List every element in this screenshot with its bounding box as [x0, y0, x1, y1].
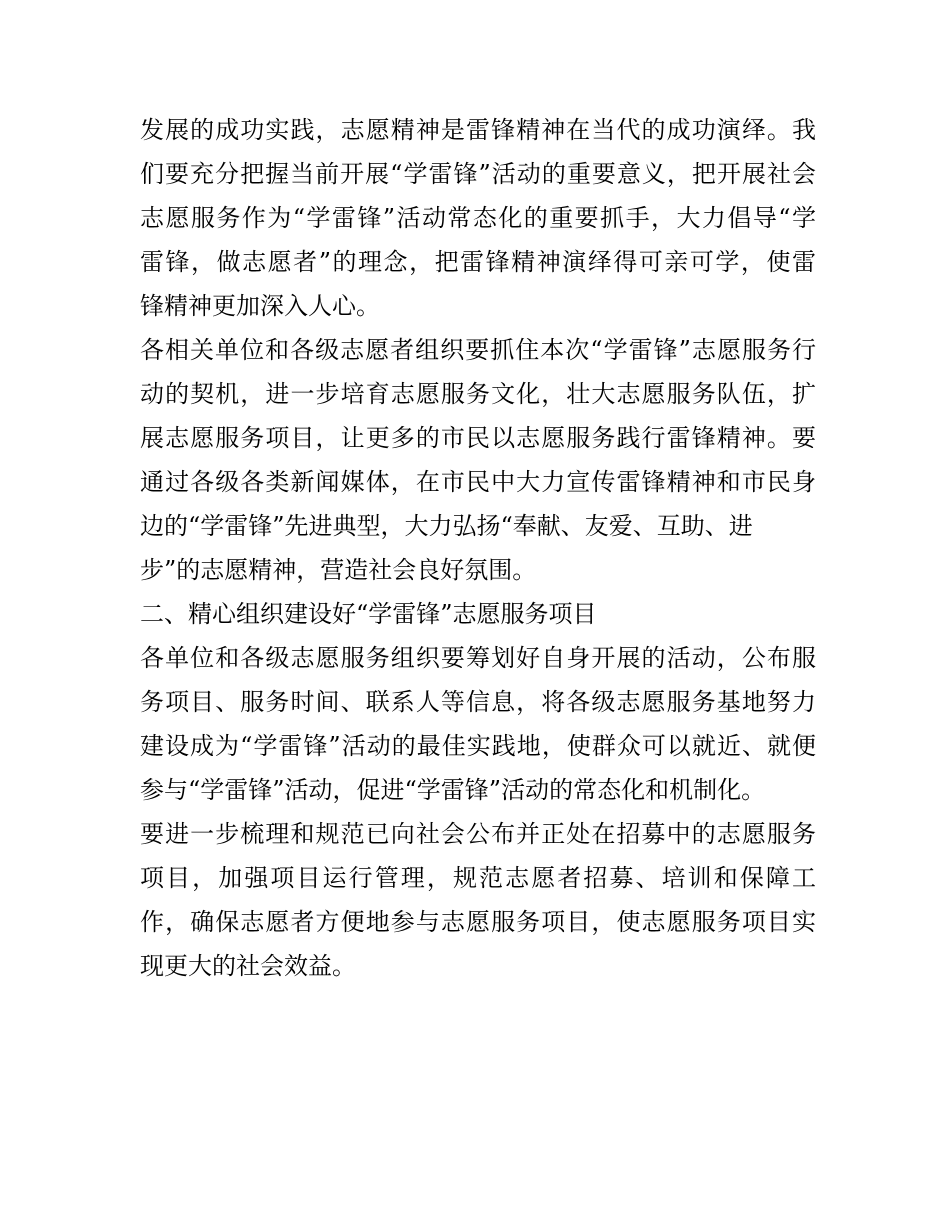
- heading-text: 二、精心组织建设好“学雷锋”志愿服务项目: [140, 600, 597, 628]
- text-line: 通过各级各类新闻媒体，在市民中大力宣传雷锋精神和市民身: [140, 468, 816, 496]
- text-line: 建设成为“学雷锋”活动的最佳实践地，使群众可以就近、就便: [140, 732, 816, 760]
- text-line: 各单位和各级志愿服务组织要筹划好自身开展的活动，公布服: [140, 644, 816, 672]
- document-body: [140, 108, 816, 988]
- text-line: 边的“学雷锋”先进典型，大力弘扬“奉献、友爱、互助、进: [140, 512, 753, 540]
- text-line: 项目，加强项目运行管理，规范志愿者招募、培训和保障工: [140, 864, 816, 892]
- text-line: 现更大的社会效益。: [140, 952, 356, 980]
- text-line: 们要充分把握当前开展“学雷锋”活动的重要意义，把开展社会: [140, 160, 816, 188]
- paragraph-volunteer-spirit: [140, 108, 816, 328]
- section-heading: [140, 592, 816, 636]
- paragraph-projects: [140, 812, 816, 988]
- paragraph-activities: [140, 636, 816, 812]
- text-line: 动的契机，进一步培育志愿服务文化，壮大志愿服务队伍，扩: [140, 380, 816, 408]
- paragraph-organizations: [140, 328, 816, 592]
- text-line: 各相关单位和各级志愿者组织要抓住本次“学雷锋”志愿服务行: [140, 336, 816, 364]
- text-line: 发展的成功实践，志愿精神是雷锋精神在当代的成功演绎。我: [140, 116, 816, 144]
- text-line: 务项目、服务时间、联系人等信息，将各级志愿服务基地努力: [140, 688, 816, 716]
- text-line: 作，确保志愿者方便地参与志愿服务项目，使志愿服务项目实: [140, 908, 816, 936]
- text-line: 展志愿服务项目，让更多的市民以志愿服务践行雷锋精神。要: [140, 424, 816, 452]
- text-line: 志愿服务作为“学雷锋”活动常态化的重要抓手，大力倡导“学: [140, 204, 816, 232]
- text-line: 步”的志愿精神，营造社会良好氛围。: [140, 556, 537, 584]
- text-line: 参与“学雷锋”活动，促进“学雷锋”活动的常态化和机制化。: [140, 776, 766, 804]
- text-line: 要进一步梳理和规范已向社会公布并正处在招募中的志愿服务: [140, 820, 816, 848]
- text-line: 锋精神更加深入人心。: [140, 292, 380, 320]
- text-line: 雷锋，做志愿者”的理念，把雷锋精神演绎得可亲可学，使雷: [140, 248, 816, 276]
